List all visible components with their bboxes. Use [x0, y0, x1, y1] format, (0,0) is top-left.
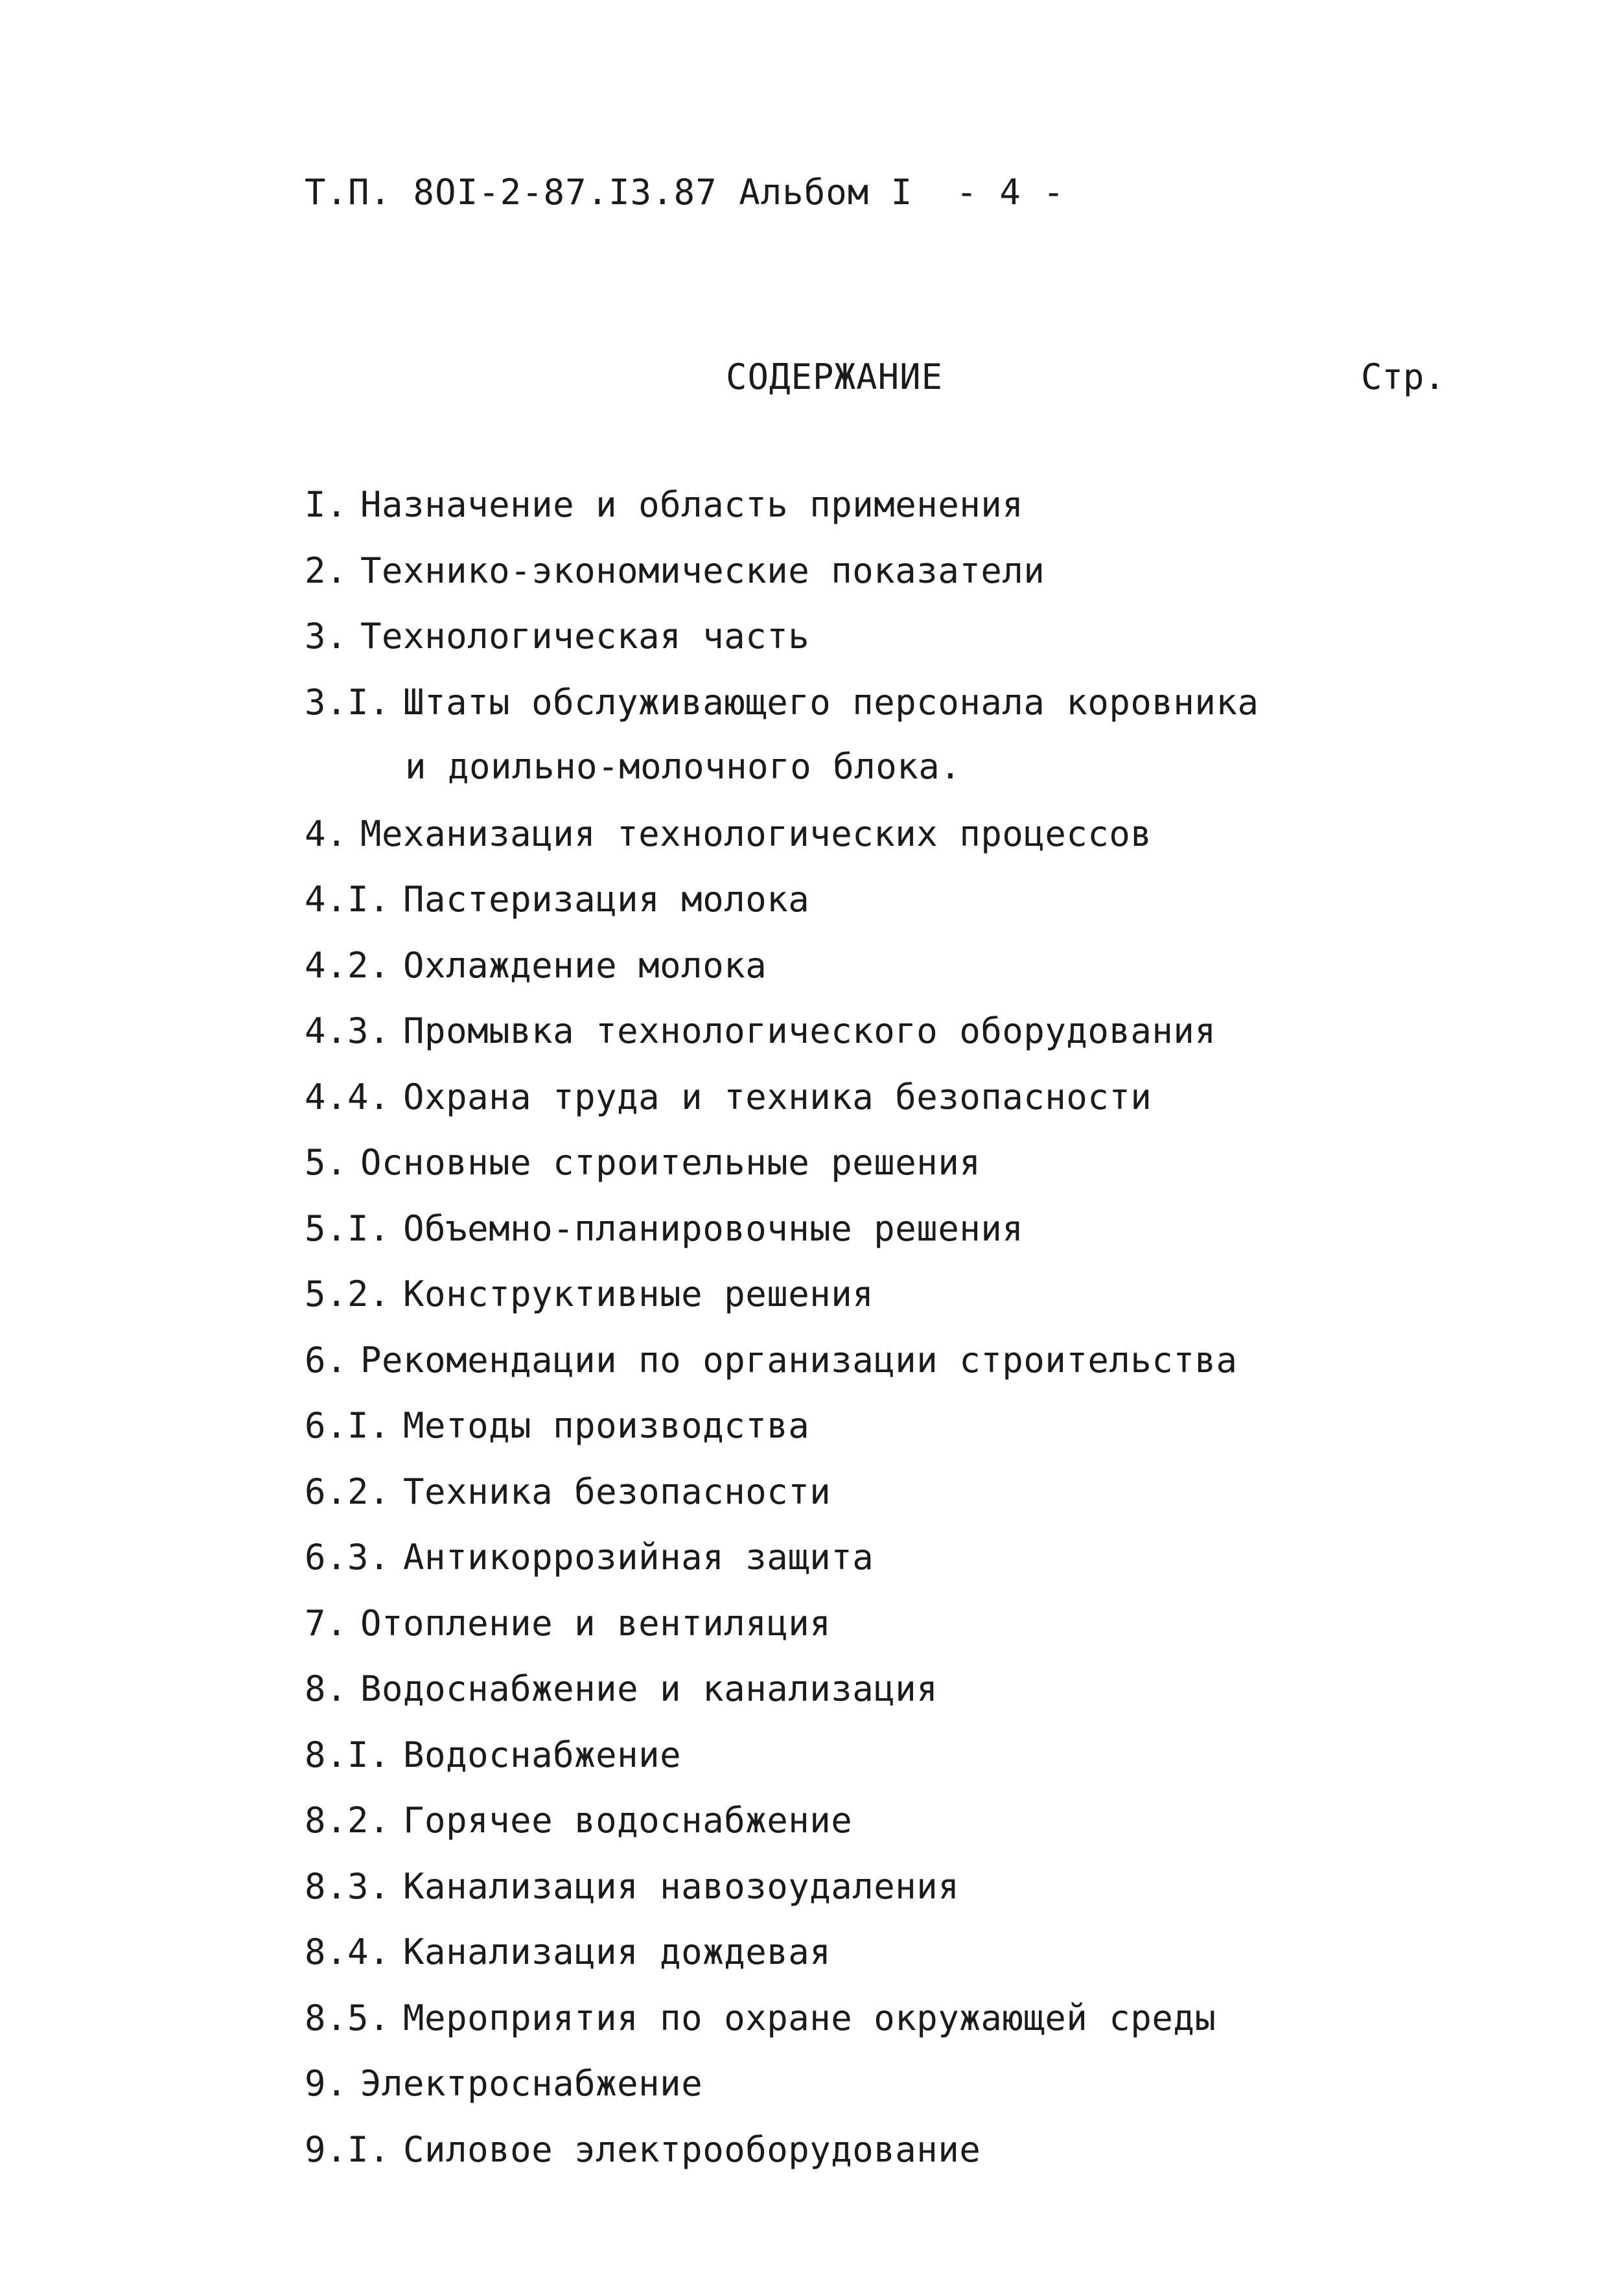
- table-of-contents: [305, 484, 1259, 2198]
- toc-entry-text: Охлаждение молока: [403, 944, 767, 986]
- toc-entry-text: Водоснабжение и канализация: [360, 1668, 938, 1709]
- toc-entry-text: Охрана труда и техника безопасности: [403, 1076, 1152, 1117]
- toc-entry-number: 9.I.: [305, 2129, 391, 2170]
- document-header: Т.П. 8ОI-2-87.I3.87 Альбом I - 4 -: [305, 172, 1065, 213]
- toc-entry-8-2: [305, 1800, 1259, 1869]
- toc-entry-6: [305, 1339, 1259, 1409]
- toc-entry-text: Механизация технологических процессов: [360, 813, 1152, 854]
- contents-title: СОДЕРЖАНИЕ: [726, 356, 944, 397]
- toc-entry-number: 8.5.: [305, 1997, 391, 2038]
- toc-entry-9-1: [305, 2129, 1259, 2199]
- toc-entry-text: Электроснабжение: [360, 2063, 703, 2104]
- toc-entry-text: Антикоррозийная защита: [403, 1537, 874, 1578]
- toc-entry-number: 6.3.: [305, 1537, 391, 1578]
- toc-entry-number: 8.3.: [305, 1865, 391, 1907]
- toc-entry-4: [305, 813, 1259, 883]
- toc-entry-number: 8.2.: [305, 1800, 391, 1841]
- toc-entry-text: Объемно-планировочные решения: [403, 1207, 1024, 1249]
- toc-entry-number: 5.: [305, 1142, 348, 1183]
- toc-entry-number: 7.: [305, 1602, 348, 1644]
- toc-entry-number: 4.: [305, 813, 348, 854]
- toc-entry-2: [305, 550, 1259, 620]
- toc-entry-text: Рекомендации по организации строительства: [360, 1339, 1238, 1381]
- toc-entry-5: [305, 1142, 1259, 1211]
- toc-entry-number: 2.: [305, 550, 348, 591]
- toc-entry-text: Технологическая часть: [360, 616, 810, 657]
- toc-entry-number: 8.4.: [305, 1931, 391, 1972]
- toc-entry-number: 6.2.: [305, 1471, 391, 1512]
- toc-entry-text: Горячее водоснабжение: [403, 1800, 853, 1841]
- toc-entry-number: 5.2.: [305, 1274, 391, 1314]
- toc-entry-number: 6.: [305, 1339, 348, 1381]
- toc-entry-8-3: [305, 1865, 1259, 1935]
- toc-entry-4-3: [305, 1010, 1259, 1080]
- toc-entry-number: 8.: [305, 1668, 348, 1709]
- toc-entry-text: Промывка технологического оборудования: [403, 1010, 1216, 1051]
- toc-entry-5-2: [305, 1274, 1259, 1343]
- toc-entry-number: 9.: [305, 2063, 348, 2104]
- toc-entry-number: 6.I.: [305, 1405, 391, 1446]
- toc-entry-9: [305, 2063, 1259, 2132]
- toc-entry-number: 8.I.: [305, 1734, 391, 1775]
- toc-entry-5-1: [305, 1207, 1259, 1277]
- toc-entry-6-3: [305, 1537, 1259, 1606]
- toc-entry-text: Назначение и область применения: [360, 484, 1024, 525]
- toc-entry-6-2: [305, 1471, 1259, 1541]
- toc-entry-3-1: [305, 681, 1259, 817]
- toc-entry-8-5: [305, 1997, 1259, 2067]
- toc-entry-number: 4.3.: [305, 1010, 391, 1051]
- toc-entry-number: 3.I.: [305, 681, 391, 723]
- toc-entry-text: Пастеризация молока: [403, 879, 810, 920]
- toc-entry-text: Методы производства: [403, 1405, 810, 1446]
- toc-entry-text: Техника безопасности: [403, 1471, 831, 1512]
- toc-entry-text: Штаты обслуживающего персонала коровника: [403, 681, 1259, 723]
- toc-entry-text: Водоснабжение: [403, 1734, 682, 1775]
- toc-entry-6-1: [305, 1405, 1259, 1475]
- toc-entry-text: Технико-экономические показатели: [360, 550, 1045, 591]
- toc-entry-3: [305, 616, 1259, 685]
- toc-entry-1: [305, 484, 1259, 554]
- toc-entry-8: [305, 1668, 1259, 1738]
- page-column-label: Стр.: [1361, 356, 1446, 397]
- toc-entry-7: [305, 1602, 1259, 1672]
- toc-entry-text: Канализация навозоудаления: [403, 1865, 960, 1907]
- toc-entry-number: 4.2.: [305, 944, 391, 986]
- toc-entry-8-4: [305, 1931, 1259, 2001]
- toc-entry-text: Отопление и вентиляция: [360, 1602, 831, 1644]
- toc-entry-number: I.: [305, 484, 348, 525]
- toc-entry-number: 5.I.: [305, 1207, 391, 1249]
- toc-entry-8-1: [305, 1734, 1259, 1804]
- toc-entry-4-1: [305, 879, 1259, 948]
- toc-entry-text: Основные строительные решения: [360, 1142, 981, 1183]
- toc-entry-number: 4.4.: [305, 1076, 391, 1117]
- toc-entry-text: Мероприятия по охране окружающей среды: [403, 1997, 1216, 2038]
- toc-entry-number: 3.: [305, 616, 348, 657]
- toc-entry-text: Силовое электрооборудование: [403, 2129, 981, 2170]
- toc-entry-number: 4.I.: [305, 879, 391, 920]
- toc-entry-continuation: и доильно-молочного блока.: [405, 745, 962, 787]
- toc-entry-4-2: [305, 944, 1259, 1014]
- toc-entry-text: Конструктивные решения: [403, 1274, 874, 1314]
- toc-entry-4-4: [305, 1076, 1259, 1146]
- toc-entry-text: Канализация дождевая: [403, 1931, 831, 1972]
